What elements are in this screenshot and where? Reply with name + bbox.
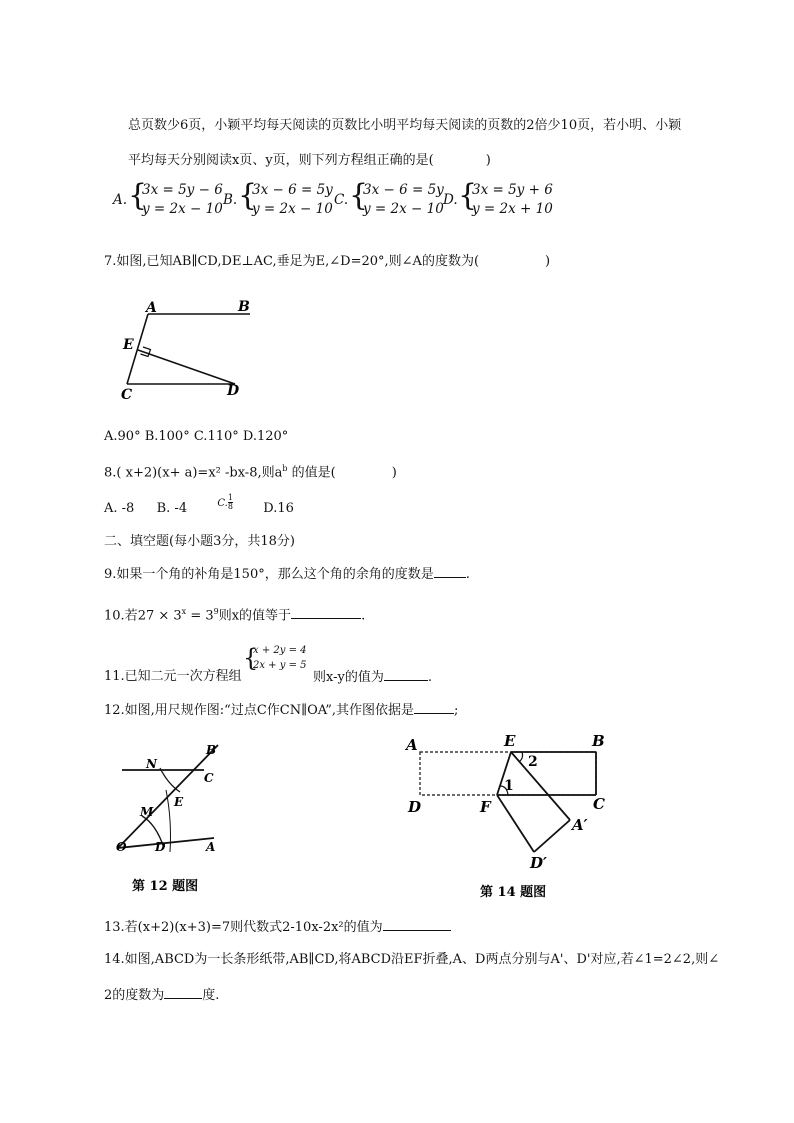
q6-option-c-eq2: y = 2x − 10 (363, 201, 444, 217)
fig12-caption: 第 12 题图 (132, 879, 199, 894)
q14-answer-blank[interactable] (164, 986, 202, 999)
q10-sup2: 9 (213, 607, 219, 616)
label-c: C (204, 771, 214, 785)
q7-text (104, 253, 550, 271)
label-a: A (406, 736, 418, 754)
q9-text (104, 565, 470, 584)
q8-stem2: 的值是( (287, 465, 336, 481)
q10-pre: 10.若 (104, 608, 138, 624)
q10-post: 则x的值等于 (218, 608, 292, 624)
label-e: E (504, 732, 516, 750)
q6-option-b-eq1: 3x − 6 = 5y (252, 182, 333, 198)
q6-option-d-eq2: y = 2x + 10 (472, 201, 553, 217)
fig12 (108, 730, 248, 900)
q8-stem: 8.( x+2)(x+ a)=x² -bx-8,则a (104, 465, 283, 481)
label-a-prime: A′ (572, 816, 588, 834)
label-b: B (238, 299, 250, 315)
q11-eq1: x + 2y = 4 (253, 645, 307, 656)
q10-text (104, 603, 365, 625)
label-e: E (174, 795, 184, 809)
q8-option-a: A. -8 (104, 501, 135, 516)
q6-paren: ) (485, 153, 491, 168)
q10-end: . (361, 608, 366, 624)
q6-option-b-label: B. (223, 192, 238, 208)
label-b: B (592, 732, 605, 750)
q8-option-c-fraction (228, 494, 233, 511)
q8-options (104, 493, 294, 519)
q13-answer-blank[interactable] (383, 918, 451, 931)
q9-answer-blank[interactable] (434, 565, 466, 578)
brace-icon: { (349, 178, 369, 213)
q9-stem: 9.如果一个角的补角是150°，那么这个角的余角的度数是 (104, 567, 434, 582)
q8-option-d: D.16 (263, 501, 294, 516)
fig14 (400, 728, 630, 900)
fig14-caption: 第 14 题图 (480, 885, 547, 900)
q6-option-d-eq1: 3x = 5y + 6 (472, 182, 553, 198)
brace-icon: { (243, 644, 259, 672)
q8-text (104, 460, 397, 482)
q6-option-c-label: C. (334, 192, 349, 208)
label-f: F (480, 798, 491, 816)
q14-end: 度. (202, 988, 220, 1003)
section-two-heading: 二、填空题(每小题3分，共18分) (104, 534, 295, 549)
label-a: A (206, 840, 216, 854)
label-d: D (155, 840, 166, 854)
q11-eq2: 2x + y = 5 (253, 660, 307, 671)
ray-oa (118, 838, 214, 848)
label-angle-1: 1 (504, 778, 514, 794)
brace-icon: { (238, 178, 258, 213)
q8-option-c-label: C. (217, 498, 228, 509)
q14-text-line1: 14.如图,ABCD为一长条形纸带,AB∥CD,将ABCD沿EF折叠,A、D两点分别与A'、D'对应,若∠1=2∠2,则∠ (104, 952, 720, 967)
brace-icon: { (128, 178, 148, 213)
label-m: M (140, 805, 154, 819)
label-c: C (593, 795, 605, 813)
label-n: N (146, 757, 157, 771)
q8-paren: ) (391, 465, 397, 481)
q14-text-line2 (104, 986, 219, 1005)
q10-answer-blank[interactable] (291, 606, 361, 619)
q8-option-b: B. -4 (156, 501, 188, 516)
q11-end: . (427, 670, 432, 685)
q11-tail (313, 668, 432, 687)
q13-stem: 13.若(x+2)(x+3)=7则代数式2-10x-2x²的值为 (104, 920, 383, 935)
label-b: B (206, 743, 217, 757)
label-d-prime: D′ (530, 854, 547, 872)
q13-text (104, 918, 451, 937)
q6-text-line1: 总页数少6页，小颖平均每天阅读的页数比小明平均每天阅读的页数的2倍少10页，若小明、小颖 (128, 118, 682, 133)
q6-option-a-eq2: y = 2x − 10 (142, 201, 223, 217)
q6-option-d-label: D. (443, 192, 458, 208)
line-a-prime-d-prime (534, 820, 570, 852)
q12-end: ; (454, 703, 459, 718)
q8-sup: b (282, 464, 288, 473)
q10-sup: x (181, 607, 187, 616)
q11-answer-blank[interactable] (384, 668, 428, 681)
q10-math2: = 3 (186, 608, 214, 624)
line-ea-prime (511, 752, 570, 820)
q9-end: . (465, 567, 470, 582)
q6-option-a-label: A. (113, 192, 128, 208)
q12-text (104, 701, 458, 720)
q7-paren: ) (545, 254, 551, 269)
label-d: D (227, 383, 240, 399)
q11-post: 则x-y的值为 (313, 670, 384, 685)
line-fd-prime (497, 795, 534, 852)
label-d: D (408, 798, 422, 816)
q8-option-c-den: 8 (227, 502, 233, 511)
q10-math: 27 × 3 (137, 608, 182, 624)
q6-option-a-eq1: 3x = 5y − 6 (142, 182, 223, 198)
label-angle-2: 2 (528, 754, 538, 770)
q12-stem: 12.如图,用尺规作图:“过点C作CN∥OA”,其作图依据是 (104, 703, 415, 718)
q6-text-line2 (128, 152, 491, 170)
ray-ob (118, 745, 218, 848)
q11-text: 11.已知二元一次方程组 (104, 669, 242, 684)
q12-answer-blank[interactable] (414, 701, 454, 714)
q6-option-b-eq2: y = 2x − 10 (252, 201, 333, 217)
q7-options: A.90° B.100° C.110° D.120° (104, 429, 289, 444)
line-de (138, 350, 235, 384)
label-e: E (123, 337, 134, 353)
brace-icon: { (458, 178, 478, 213)
q8-option-c-num: 1 (227, 493, 233, 502)
q7-figure (110, 292, 260, 404)
q7-stem: 7.如图,已知AB∥CD,DE⊥AC,垂足为E,∠D=20°,则∠A的度数为( (104, 254, 480, 269)
label-c: C (121, 387, 133, 403)
label-a: A (146, 300, 157, 316)
q6-stem: 平均每天分别阅读x页、y页，则下列方程组正确的是( (128, 153, 434, 168)
q14-stem: 2的度数为 (104, 988, 165, 1003)
q6-option-c-eq1: 3x − 6 = 5y (363, 182, 444, 198)
label-o: O (116, 840, 127, 854)
